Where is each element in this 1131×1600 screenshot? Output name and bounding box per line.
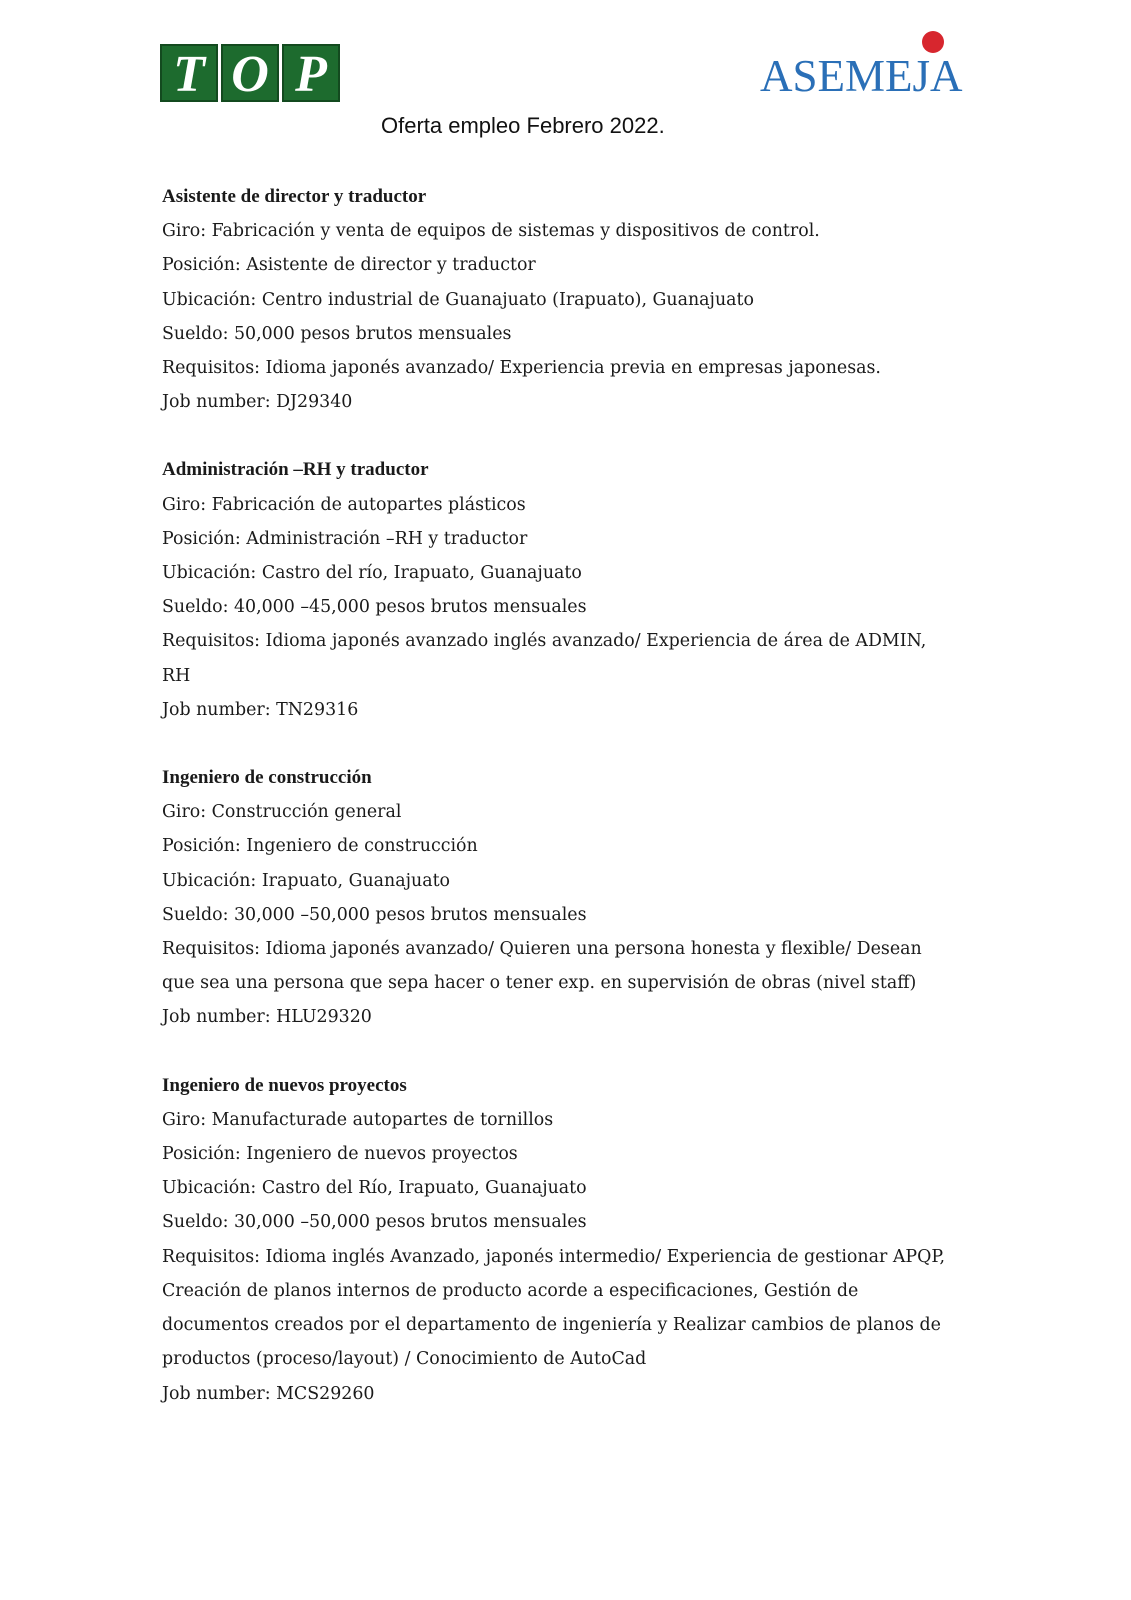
job-heading: Administración –RH y traductor [162,459,429,481]
asemeja-logo [760,30,970,110]
job-requisitos: Requisitos: Idioma japonés avanzado/ Experiencia previa en empresas japonesas. [162,358,881,379]
job-number: Job number: MCS29260 [162,1383,375,1404]
job-requisitos: Requisitos: Idioma inglés Avanzado, japonés intermedio/ Experiencia de gestionar APQP, Creación de planos internos de producto acorde a especificaciones, Gestión de documentos creados por el departamento de ingeniería y Realizar cambios de planos de productos (proceso/layout) / Conocimiento de AutoCad [162,1246,946,1370]
job-ubicacion: Ubicación: Castro del Río, Irapuato, Guanajuato [162,1178,587,1199]
job-heading: Ingeniero de construcción [162,767,372,789]
job-giro: Giro: Construcción general [162,802,402,823]
job-listing [162,1069,952,1411]
job-listings [162,180,952,1445]
job-listing [162,761,952,1035]
job-listing [162,180,952,419]
job-sueldo: Sueldo: 50,000 pesos brutos mensuales [162,323,512,344]
job-requisitos: Requisitos: Idioma japonés avanzado inglés avanzado/ Experiencia de área de ADMIN, RH [162,631,927,686]
top-logo-letter-p: P [282,44,340,102]
job-ubicacion: Ubicación: Castro del río, Irapuato, Guanajuato [162,563,582,584]
top-logo [160,44,340,102]
top-logo-letter-o: O [221,44,279,102]
job-sueldo: Sueldo: 30,000 –50,000 pesos brutos mensuales [162,904,587,925]
top-logo-letter-t: T [160,44,218,102]
job-ubicacion: Ubicación: Centro industrial de Guanajuato (Irapuato), Guanajuato [162,289,754,310]
asemeja-logo-text: ASEMEJA [760,51,963,101]
job-sueldo: Sueldo: 30,000 –50,000 pesos brutos mensuales [162,1212,587,1233]
job-posicion: Posición: Ingeniero de nuevos proyectos [162,1144,518,1165]
job-giro: Giro: Manufacturade autopartes de tornillos [162,1109,554,1130]
job-giro: Giro: Fabricación de autopartes plásticos [162,494,526,515]
job-posicion: Posición: Administración –RH y traductor [162,528,528,549]
job-listing [162,453,952,727]
job-heading: Asistente de director y traductor [162,186,427,207]
job-number: Job number: DJ29340 [162,392,353,413]
job-requisitos: Requisitos: Idioma japonés avanzado/ Quieren una persona honesta y flexible/ Desean que sea una persona que sepa hacer o tener exp. en supervisión de obras (nivel staff) [162,939,922,994]
job-number: Job number: TN29316 [162,699,359,720]
job-sueldo: Sueldo: 40,000 –45,000 pesos brutos mensuales [162,597,587,618]
job-ubicacion: Ubicación: Irapuato, Guanajuato [162,870,451,891]
job-heading: Ingeniero de nuevos proyectos [162,1074,407,1096]
job-posicion: Posición: Asistente de director y traductor [162,255,536,276]
page-title: Oferta empleo Febrero 2022. [381,113,665,138]
job-posicion: Posición: Ingeniero de construcción [162,836,478,857]
job-giro: Giro: Fabricación y venta de equipos de sistemas y dispositivos de control. [162,221,820,242]
job-number: Job number: HLU29320 [162,1007,372,1028]
